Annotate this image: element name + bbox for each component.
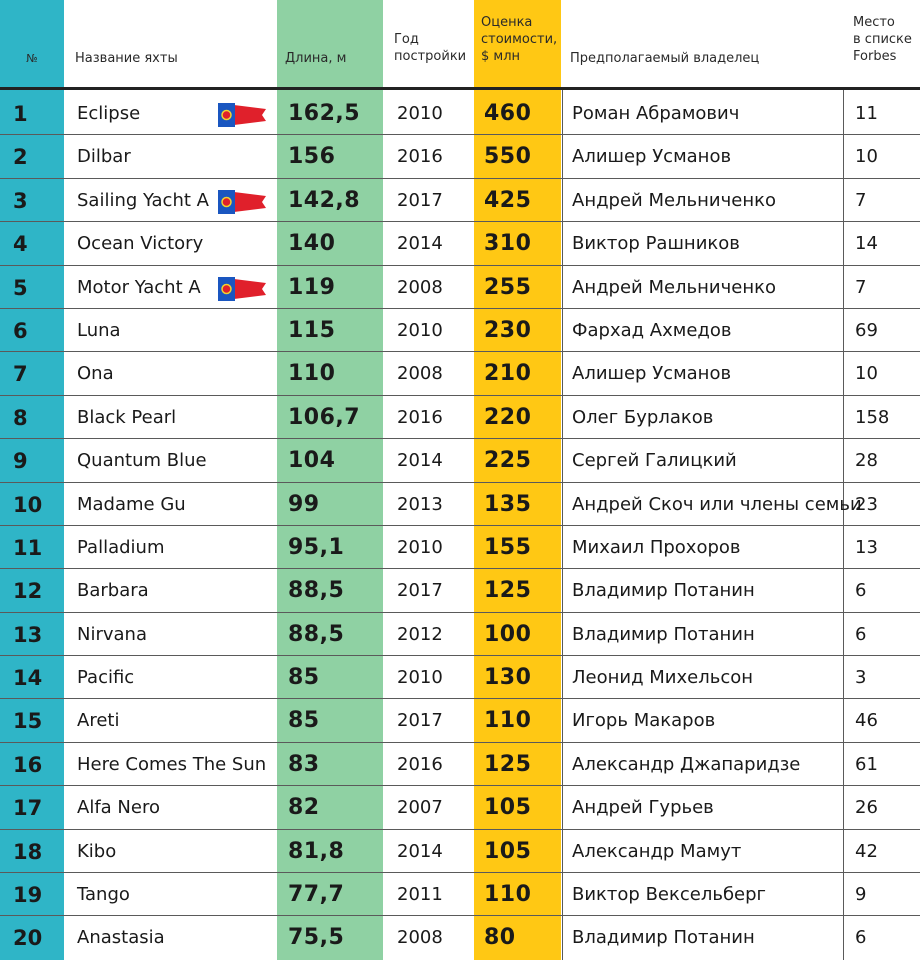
build-year: 2008	[397, 363, 443, 385]
price-estimate: 105	[484, 838, 532, 864]
yacht-length: 156	[288, 144, 336, 170]
row-number: 5	[13, 275, 28, 300]
yacht-name: Ona	[77, 363, 114, 385]
price-estimate: 155	[484, 534, 532, 560]
yacht-length: 104	[288, 448, 336, 474]
build-year: 2012	[397, 623, 443, 645]
yacht-name: Anastasia	[77, 927, 165, 949]
yacht-name: Dilbar	[77, 146, 131, 168]
yacht-name: Black Pearl	[77, 406, 177, 428]
forbes-rank: 28	[855, 450, 878, 472]
table-row	[0, 743, 920, 786]
price-estimate: 225	[484, 448, 532, 474]
forbes-rank: 6	[855, 927, 867, 949]
owner-name: Алишер Усманов	[572, 146, 732, 168]
yacht-length: 162,5	[288, 101, 361, 126]
yacht-length: 82	[288, 795, 320, 821]
forbes-rank: 13	[855, 536, 878, 558]
table-row	[0, 309, 920, 352]
build-year: 2013	[397, 493, 443, 515]
yacht-length: 140	[288, 231, 336, 257]
header-length: Длина, м	[285, 51, 347, 66]
price-estimate: 125	[484, 751, 532, 777]
forbes-rank: 7	[855, 189, 867, 211]
yacht-name: Ocean Victory	[77, 233, 204, 255]
price-estimate: 110	[484, 708, 532, 734]
price-estimate: 310	[484, 231, 532, 257]
forbes-rank: 10	[855, 363, 878, 385]
row-number: 20	[13, 926, 43, 951]
owner-name: Владимир Потанин	[572, 580, 755, 602]
yacht-name: Sailing Yacht A	[77, 189, 209, 211]
yacht-length: 75,5	[288, 925, 345, 951]
table-row	[0, 786, 920, 829]
yacht-name: Palladium	[77, 536, 165, 558]
build-year: 2011	[397, 884, 443, 906]
owner-name: Роман Абрамович	[572, 103, 740, 124]
forbes-rank: 26	[855, 797, 878, 819]
table-row	[0, 352, 920, 395]
header-owner: Предполагаемый владелец	[570, 51, 760, 66]
price-estimate: 255	[484, 274, 532, 300]
table-header	[0, 0, 920, 90]
table-row	[0, 483, 920, 526]
row-number: 16	[13, 752, 43, 777]
price-estimate: 425	[484, 187, 532, 213]
forbes-rank: 11	[855, 103, 878, 124]
forbes-rank: 158	[855, 406, 890, 428]
table-row	[0, 916, 920, 959]
forbes-rank: 42	[855, 840, 878, 862]
build-year: 2017	[397, 710, 443, 732]
owner-name: Алишер Усманов	[572, 363, 732, 385]
yacht-length: 99	[288, 491, 320, 517]
row-number: 11	[13, 535, 43, 560]
price-estimate: 230	[484, 317, 532, 343]
forbes-rank: 23	[855, 493, 878, 515]
table-row	[0, 222, 920, 265]
price-estimate: 105	[484, 795, 532, 821]
owner-name: Андрей Мельниченко	[572, 189, 776, 211]
price-estimate: 125	[484, 578, 532, 604]
owner-name: Виктор Рашников	[572, 233, 740, 255]
yacht-name: Areti	[77, 710, 120, 732]
yacht-name: Kibo	[77, 840, 117, 862]
forbes-rank: 6	[855, 580, 867, 602]
price-estimate: 210	[484, 361, 532, 387]
yacht-length: 119	[288, 274, 336, 300]
yacht-length: 106,7	[288, 404, 361, 430]
table-row	[0, 873, 920, 916]
price-estimate: 80	[484, 925, 516, 951]
build-year: 2008	[397, 927, 443, 949]
row-number: 8	[13, 405, 28, 430]
row-number: 6	[13, 318, 28, 343]
yacht-length: 115	[288, 317, 336, 343]
row-number: 15	[13, 709, 43, 734]
row-number: 1	[13, 102, 28, 126]
yacht-length: 142,8	[288, 187, 361, 213]
yacht-name: Eclipse	[77, 103, 141, 124]
row-number: 18	[13, 839, 43, 864]
pennant-flag-icon	[218, 188, 266, 216]
owner-name: Михаил Прохоров	[572, 536, 741, 558]
build-year: 2008	[397, 276, 443, 298]
owner-name: Фархад Ахмедов	[572, 319, 732, 341]
build-year: 2010	[397, 319, 443, 341]
price-estimate: 135	[484, 491, 532, 517]
price-estimate: 130	[484, 665, 532, 691]
forbes-rank: 9	[855, 884, 867, 906]
build-year: 2017	[397, 189, 443, 211]
forbes-rank: 10	[855, 146, 878, 168]
owner-name: Игорь Макаров	[572, 710, 716, 732]
row-number: 14	[13, 666, 43, 691]
price-estimate: 110	[484, 882, 532, 908]
forbes-rank: 69	[855, 319, 878, 341]
row-number: 4	[13, 232, 28, 257]
yacht-name: Alfa Nero	[77, 797, 160, 819]
table-row	[0, 613, 920, 656]
owner-name: Леонид Михельсон	[572, 667, 754, 689]
build-year: 2010	[397, 103, 443, 124]
yacht-length: 77,7	[288, 882, 345, 908]
header-year: Год постройки	[394, 32, 467, 64]
forbes-rank: 7	[855, 276, 867, 298]
build-year: 2010	[397, 536, 443, 558]
owner-name: Андрей Скоч или члены семьи	[572, 493, 862, 515]
yacht-length: 83	[288, 751, 320, 777]
yacht-length: 81,8	[288, 838, 345, 864]
forbes-rank: 3	[855, 667, 867, 689]
forbes-rank: 14	[855, 233, 878, 255]
owner-name: Олег Бурлаков	[572, 406, 714, 428]
yacht-name: Madame Gu	[77, 493, 186, 515]
header-price: Оценка стоимости, $ млн	[481, 15, 558, 64]
yacht-length: 95,1	[288, 534, 345, 560]
price-estimate: 460	[484, 101, 532, 126]
build-year: 2010	[397, 667, 443, 689]
build-year: 2014	[397, 840, 443, 862]
forbes-rank: 6	[855, 623, 867, 645]
table-row	[0, 699, 920, 742]
row-number: 7	[13, 362, 28, 387]
price-estimate: 550	[484, 144, 532, 170]
yacht-length: 88,5	[288, 578, 345, 604]
build-year: 2017	[397, 580, 443, 602]
price-estimate: 100	[484, 621, 532, 647]
yacht-length: 110	[288, 361, 336, 387]
owner-name: Андрей Мельниченко	[572, 276, 776, 298]
row-number: 10	[13, 492, 43, 517]
row-number: 9	[13, 449, 28, 474]
table-row	[0, 135, 920, 178]
pennant-flag-icon	[218, 275, 266, 303]
price-estimate: 220	[484, 404, 532, 430]
row-number: 13	[13, 622, 43, 647]
forbes-rank: 46	[855, 710, 878, 732]
forbes-rank: 61	[855, 753, 878, 775]
row-number: 2	[13, 145, 28, 170]
yacht-name: Quantum Blue	[77, 450, 207, 472]
build-year: 2016	[397, 406, 443, 428]
yacht-name: Tango	[77, 884, 130, 906]
row-number: 3	[13, 188, 28, 213]
header-yacht-name: Название яхты	[75, 51, 178, 66]
header-number: №	[26, 52, 38, 65]
owner-name: Владимир Потанин	[572, 623, 755, 645]
pennant-flag-icon	[218, 101, 266, 129]
owner-name: Александр Мамут	[572, 840, 742, 862]
build-year: 2016	[397, 146, 443, 168]
build-year: 2014	[397, 450, 443, 472]
table-row	[0, 569, 920, 612]
build-year: 2016	[397, 753, 443, 775]
owner-name: Сергей Галицкий	[572, 450, 737, 472]
yacht-name: Motor Yacht A	[77, 276, 201, 298]
table-row	[0, 92, 920, 135]
build-year: 2014	[397, 233, 443, 255]
owner-name: Александр Джапаридзе	[572, 753, 801, 775]
table-row	[0, 266, 920, 309]
yacht-name: Here Comes The Sun	[77, 753, 267, 775]
owner-name: Виктор Вексельберг	[572, 884, 767, 906]
build-year: 2007	[397, 797, 443, 819]
yacht-name: Luna	[77, 319, 121, 341]
row-number: 17	[13, 796, 43, 821]
header-forbes-rank: Место в списке Forbes	[853, 15, 912, 64]
owner-name: Владимир Потанин	[572, 927, 755, 949]
table-row	[0, 526, 920, 569]
yacht-length: 85	[288, 708, 320, 734]
table-body	[0, 92, 920, 960]
yacht-length: 85	[288, 665, 320, 691]
yacht-name: Barbara	[77, 580, 149, 602]
owner-name: Андрей Гурьев	[572, 797, 714, 819]
table-row	[0, 396, 920, 439]
table-row	[0, 830, 920, 873]
yacht-name: Pacific	[77, 667, 135, 689]
yacht-length: 88,5	[288, 621, 345, 647]
table-row	[0, 439, 920, 482]
yacht-name: Nirvana	[77, 623, 147, 645]
table-row	[0, 179, 920, 222]
row-number: 19	[13, 883, 43, 908]
row-number: 12	[13, 579, 43, 604]
table-row	[0, 656, 920, 699]
